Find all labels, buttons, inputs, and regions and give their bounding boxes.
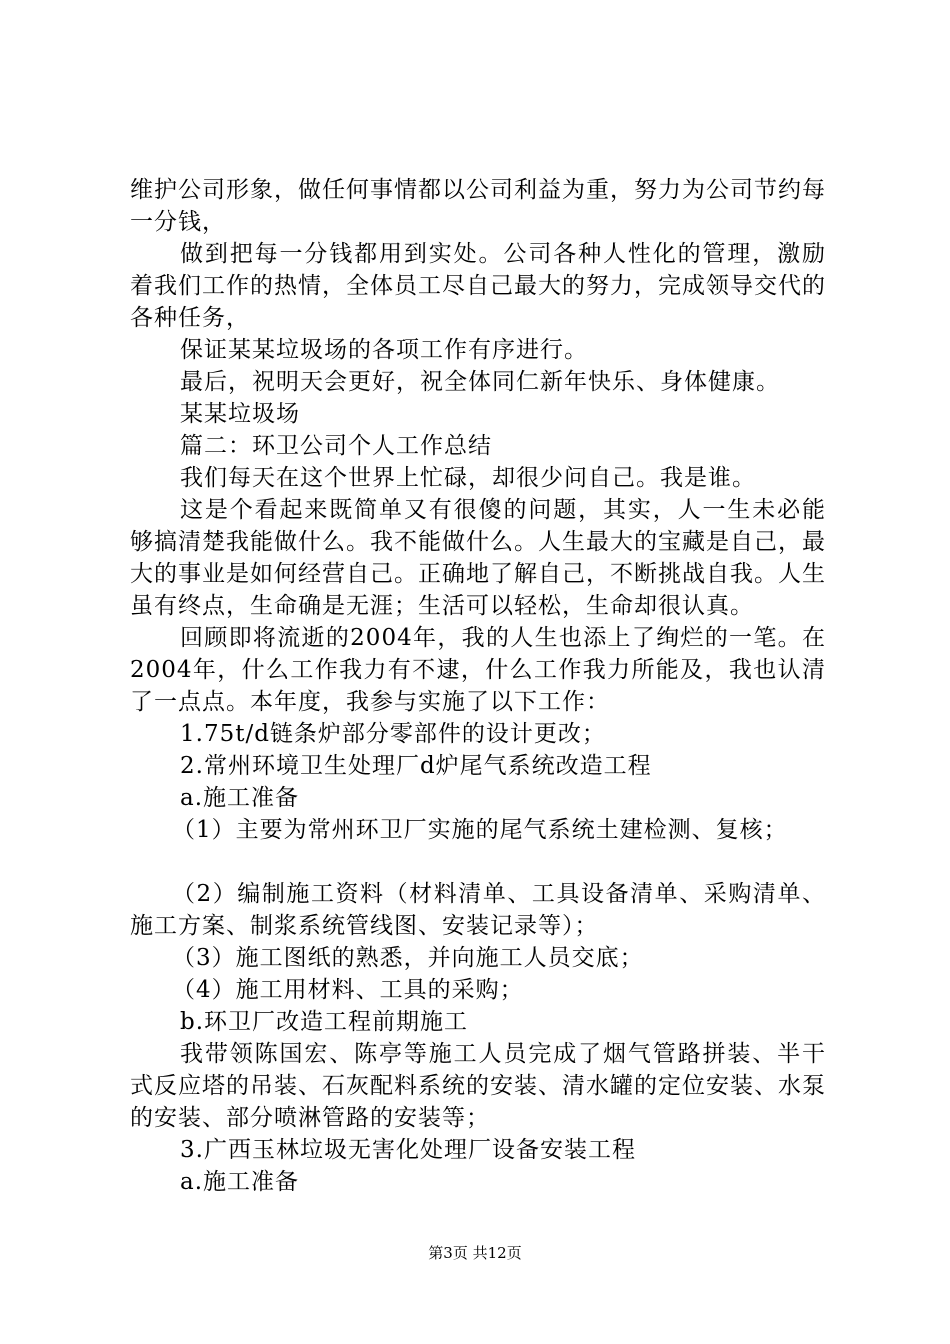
list-item-1: 1.75t/d链条炉部分零部件的设计更改； — [180, 721, 606, 747]
step-2: （2）编制施工资料（材料清单、工具设备清单、采购清单、施工方案、制浆系统管线图、安装记录等）； — [130, 881, 826, 939]
page-number: 第3页 共12页 — [428, 1244, 522, 1262]
sub-item-a: a.施工准备 — [180, 785, 300, 811]
list-item-3: 3.广西玉林垃圾无害化处理厂设备安装工程 — [180, 1137, 636, 1163]
sub-item-a-2: a.施工准备 — [180, 1169, 300, 1195]
paragraph-18: 我带领陈国宏、陈亭等施工人员完成了烟气管路拼装、半干式反应塔的吊装、石灰配料系统的安装、清水罐的定位安装、水泵的安装、部分喷淋管路的安装等； — [130, 1041, 826, 1131]
sub-item-b: b.环卫厂改造工程前期施工 — [180, 1009, 469, 1035]
paragraph-3: 保证某某垃圾场的各项工作有序进行。 — [180, 337, 588, 363]
step-1: （1）主要为常州环卫厂实施的尾气系统土建检测、复核； — [172, 817, 788, 843]
paragraph-7: 我们每天在这个世界上忙碌，却很少问自己。我是谁。 — [180, 465, 756, 491]
paragraph-8: 这是个看起来既简单又有很傻的问题，其实，人一生未必能够搞清楚我能做什么。我不能做什么。人生最大的宝藏是自己，最大的事业是如何经营自己。正确地了解自己，不断挑战自我。人生虽有终点，生命确是无涯；生活可以轻松，生命却很认真。 — [130, 497, 826, 619]
section-heading: 篇二：环卫公司个人工作总结 — [180, 433, 492, 459]
step-3: （3）施工图纸的熟悉，并向施工人员交底； — [172, 945, 644, 971]
paragraph-9: 回顾即将流逝的2004年，我的人生也添上了绚烂的一笔。在2004年，什么工作我力有不逮，什么工作我力所能及，我也认清了一点点。本年度，我参与实施了以下工作： — [130, 625, 826, 715]
signature-line: 某某垃圾场 — [180, 401, 300, 427]
paragraph-4: 最后，祝明天会更好，祝全体同仁新年快乐、身体健康。 — [180, 369, 780, 395]
list-item-2: 2.常州环境卫生处理厂d炉尾气系统改造工程 — [180, 753, 652, 779]
paragraph-2: 做到把每一分钱都用到实处。公司各种人性化的管理，激励着我们工作的热情，全体员工尽自己最大的努力，完成领导交代的各种任务， — [130, 241, 826, 331]
paragraph-1: 维护公司形象，做任何事情都以公司利益为重，努力为公司节约每一分钱， — [130, 177, 826, 235]
step-4: （4）施工用材料、工具的采购； — [172, 977, 524, 1003]
document-body — [130, 174, 826, 1198]
